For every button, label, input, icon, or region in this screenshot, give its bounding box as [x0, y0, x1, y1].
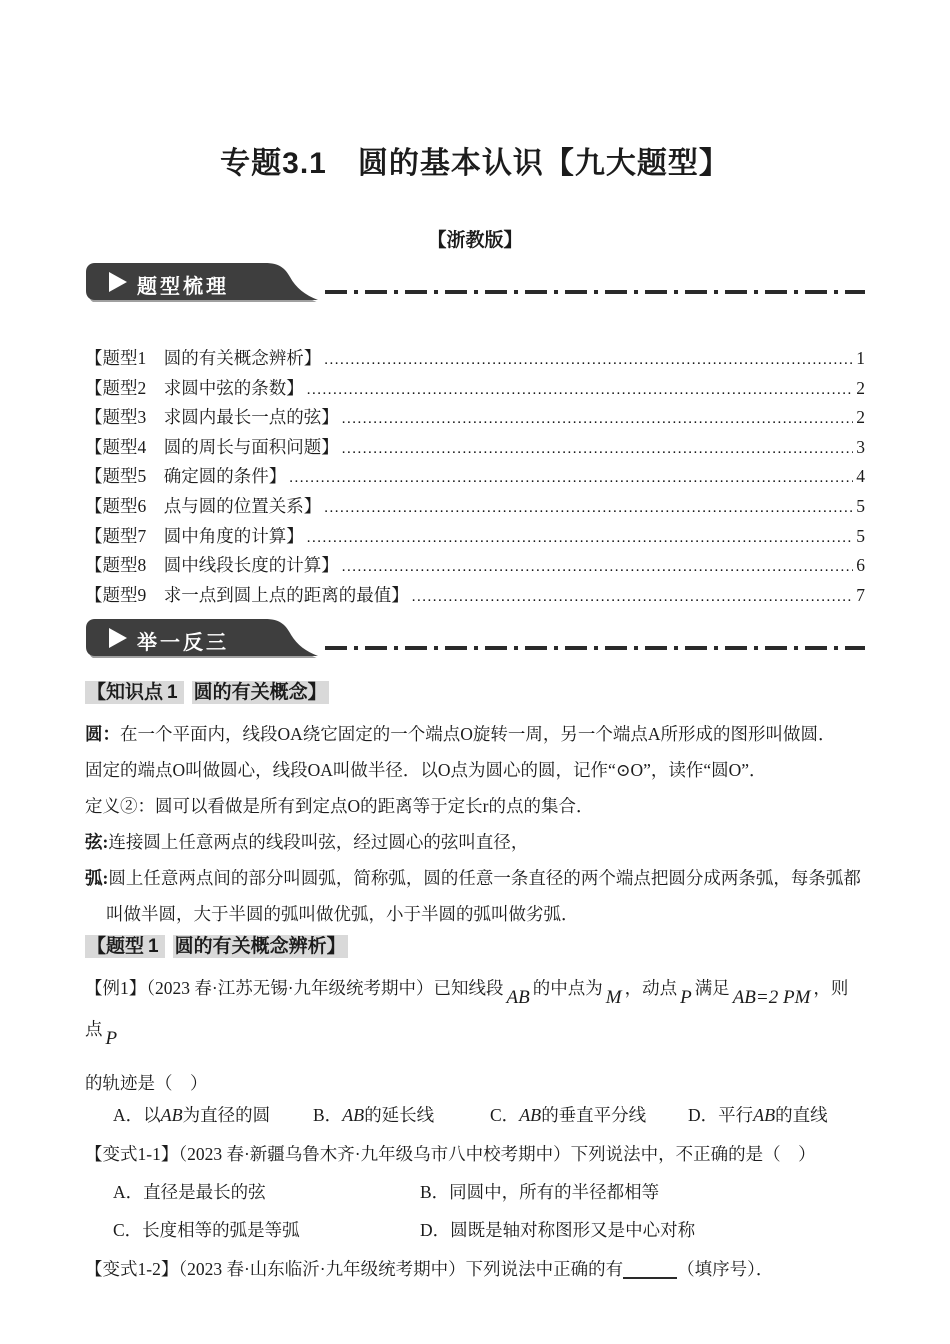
term-chord: 弦: — [85, 832, 109, 853]
stem-text: 满足 — [694, 978, 730, 999]
toc-item-label: 【题型7 圆中角度的计算】 — [85, 525, 304, 546]
example-1-stem — [85, 968, 865, 1050]
toc-dot-leader — [342, 406, 854, 434]
option-text: B． — [313, 1105, 343, 1126]
type1-header-post: 圆的有关概念辨析】 — [174, 936, 346, 958]
option-text: 为直径的圆 — [182, 1105, 271, 1126]
toc-item-label: 【题型8 圆中线段长度的计算】 — [85, 555, 339, 576]
toc-item[interactable] — [85, 434, 865, 464]
toc-page-number: 5 — [856, 525, 865, 546]
toc-dot-leader — [307, 525, 854, 553]
stem-text: 【例1】（2023 春·江苏无锡·九年级统考期中）已知线段 — [85, 978, 504, 999]
toc-item[interactable] — [85, 493, 865, 523]
toc-dot-leader — [342, 554, 854, 582]
math-AB: AB — [342, 1105, 365, 1126]
paragraph-center-radius — [85, 752, 865, 788]
option-text: 的直线 — [775, 1105, 828, 1126]
toc-page-number: 5 — [856, 495, 865, 516]
math-M: M — [605, 987, 622, 1009]
toc-item-label: 【题型9 求一点到圆上点的距离的最值】 — [85, 584, 409, 605]
math-P: P — [105, 1028, 118, 1050]
knowledge-header-pre: 【知识点 — [87, 682, 164, 704]
table-of-contents — [85, 345, 865, 611]
banner-practice-label: 举一反三 — [137, 632, 229, 655]
knowledge-content — [85, 716, 865, 932]
dash-divider — [325, 290, 865, 294]
variant-1-1-options-row2 — [85, 1215, 865, 1245]
example-1-stem-line2: 的轨迹是（ ） — [85, 1073, 208, 1094]
banner-overview-label: 题型梳理 — [137, 276, 229, 298]
toc-item[interactable] — [85, 463, 865, 493]
section-banner-practice — [85, 618, 865, 658]
variant-1-1-options-row1 — [85, 1177, 865, 1207]
definition2-text: 定义②：圆可以看做是所有到定点O的距离等于定长r的点的集合． — [85, 796, 594, 817]
example-1-block — [85, 968, 865, 1284]
variant-1-1-stem: 【变式1-1】（2023 春·新疆乌鲁木齐·九年级乌市八中校考期中）下列说法中，不正确的是（ ） — [85, 1144, 816, 1165]
math-P: P — [680, 987, 692, 1009]
option-d: D．圆既是轴对称图形又是中心对称 — [420, 1220, 696, 1241]
option-text: 的延长线 — [364, 1105, 435, 1126]
toc-page-number: 7 — [856, 584, 865, 605]
toc-item-label: 【题型3 求圆内最长一点的弦】 — [85, 407, 339, 428]
toc-dot-leader — [412, 584, 854, 612]
toc-item[interactable] — [85, 523, 865, 553]
option-b: B．同圆中，所有的半径都相等 — [420, 1182, 660, 1203]
toc-item[interactable] — [85, 375, 865, 405]
knowledge-point-header — [85, 680, 865, 706]
stem-text: （填序号）． — [677, 1259, 774, 1280]
toc-page-number: 6 — [856, 555, 865, 576]
toc-item[interactable] — [85, 582, 865, 612]
term-circle: 圆： — [85, 724, 120, 745]
term-arc: 弧: — [85, 868, 109, 889]
math-AB: AB — [160, 1105, 183, 1126]
toc-item[interactable] — [85, 404, 865, 434]
math-AB: AB — [519, 1105, 542, 1126]
paragraph-chord — [85, 824, 865, 860]
arc-definition-text: 圆上任意两点间的部分叫圆弧，简称弧，圆的任意一条直径的两个端点把圆分成两条弧，每条弧都叫做半圆，大于半圆的弧叫做优弧，小于半圆的弧叫做劣弧． — [106, 868, 861, 925]
variant-1-2-stem — [85, 1254, 865, 1284]
question-type-1-header — [85, 934, 865, 960]
toc-item-label: 【题型2 求圆中弦的条数】 — [85, 377, 304, 398]
math-equation: AB=2 PM — [732, 987, 811, 1009]
paragraph-circle-definition — [85, 716, 865, 752]
option-c: C．长度相等的弧是等弧 — [113, 1220, 300, 1241]
banner-badge-practice — [85, 618, 323, 658]
toc-dot-leader — [324, 347, 853, 375]
toc-item-label: 【题型4 圆的周长与面积问题】 — [85, 436, 339, 457]
math-AB: AB — [753, 1105, 776, 1126]
chord-definition-text: 连接圆上任意两点的线段叫弦，经过圆心的弦叫直径， — [108, 832, 529, 853]
page-title: 专题3.1 圆的基本认识【九大题型】 — [220, 147, 730, 180]
knowledge-header-number: 1 — [165, 681, 184, 704]
option-b — [313, 1100, 490, 1130]
toc-dot-leader — [324, 495, 853, 523]
banner-badge-overview — [85, 262, 323, 302]
answer-blank[interactable] — [623, 1259, 677, 1279]
toc-dot-leader — [307, 377, 854, 405]
option-d — [688, 1100, 828, 1130]
option-c — [490, 1100, 688, 1130]
center-radius-text: 固定的端点O叫做圆心，线段OA叫做半径．以O点为圆心的圆，记作“⊙O”，读作“圆O”． — [85, 760, 767, 781]
toc-dot-leader — [342, 436, 854, 464]
option-text: C． — [490, 1105, 520, 1126]
type1-header-pre: 【题型 — [87, 936, 145, 958]
option-a: A．直径是最长的弦 — [113, 1182, 266, 1203]
option-text: A．以 — [113, 1105, 161, 1126]
paragraph-definition-2 — [85, 788, 865, 824]
stem-text: 的中点为 — [532, 978, 603, 999]
toc-page-number: 2 — [856, 377, 865, 398]
edition-label: 【浙教版】 — [427, 230, 523, 251]
toc-dot-leader — [289, 465, 853, 493]
knowledge-header-post: 圆的有关概念】 — [193, 682, 327, 704]
toc-page-number: 3 — [856, 436, 865, 457]
example-1-options — [85, 1100, 865, 1130]
option-text: D．平行 — [688, 1105, 754, 1126]
math-AB: AB — [506, 987, 530, 1009]
option-text: 的垂直平分线 — [541, 1105, 647, 1126]
section-banner-overview — [85, 262, 865, 302]
dash-divider — [325, 646, 865, 650]
stem-text: ，则点 — [85, 978, 849, 1040]
toc-item[interactable] — [85, 552, 865, 582]
toc-item-label: 【题型6 点与圆的位置关系】 — [85, 495, 322, 516]
circle-definition-text: 在一个平面内，线段OA绕它固定的一个端点O旋转一周，另一个端点A所形成的图形叫做圆． — [120, 724, 836, 745]
type1-header-number: 1 — [146, 935, 165, 958]
option-a — [113, 1100, 313, 1130]
stem-text: 【变式1-2】（2023 春·山东临沂·九年级统考期中）下列说法中正确的有 — [85, 1259, 624, 1280]
toc-item-label: 【题型1 圆的有关概念辨析】 — [85, 348, 322, 368]
toc-item-label: 【题型5 确定圆的条件】 — [85, 466, 287, 487]
paragraph-arc — [85, 860, 865, 932]
toc-page-number: 4 — [856, 466, 865, 487]
toc-page-number: 1 — [856, 348, 865, 368]
stem-text: ，动点 — [624, 978, 678, 999]
toc-item[interactable] — [85, 345, 865, 375]
toc-page-number: 2 — [856, 407, 865, 428]
